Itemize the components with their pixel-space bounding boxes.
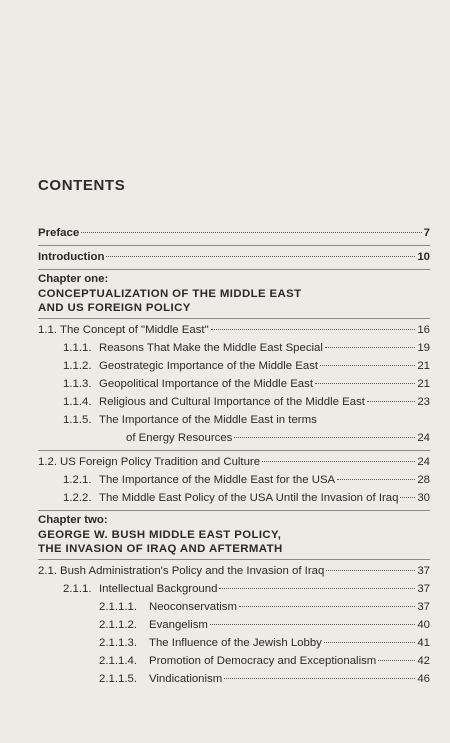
dot-leader <box>367 401 415 402</box>
divider <box>38 318 430 319</box>
contents-heading: CONTENTS <box>38 177 126 194</box>
toc-entry-number: 1.1.1. <box>63 342 92 354</box>
toc-entry-page: 37 <box>417 601 430 613</box>
toc-entry-page: 24 <box>417 432 430 444</box>
dot-leader <box>337 479 415 480</box>
dot-leader <box>106 256 415 257</box>
toc-entry-title: The Concept of "Middle East" <box>60 324 209 336</box>
dot-leader <box>224 678 415 679</box>
toc-entry-page: 19 <box>417 342 430 354</box>
toc-entry-2-1-1-1 <box>38 598 430 616</box>
divider <box>38 450 430 451</box>
chapter-two-title-line-1: GEORGE W. BUSH MIDDLE EAST POLICY, <box>38 529 282 541</box>
toc-entry-title: The Importance of the Middle East for the USA <box>99 474 336 486</box>
dot-leader <box>378 660 415 661</box>
toc-entry-preface <box>38 224 430 242</box>
toc-entry-page: 24 <box>417 456 430 468</box>
toc-entry-title: Vindicationism <box>149 673 223 685</box>
dot-leader <box>219 588 415 589</box>
toc-entry-number: 1.1.3. <box>63 378 92 390</box>
toc-entry-page: 21 <box>417 378 430 390</box>
toc-entry-2-1-1-4 <box>38 652 430 670</box>
toc-entry-number: 1.2.2. <box>63 492 92 504</box>
dot-leader <box>320 365 415 366</box>
dot-leader <box>239 606 415 607</box>
toc-entry-page: 37 <box>417 565 430 577</box>
toc-entry-introduction <box>38 248 430 266</box>
table-of-contents <box>38 224 430 688</box>
toc-entry-1-1-1 <box>38 339 430 357</box>
toc-entry-page: 10 <box>417 251 430 263</box>
toc-entry-1-2-1 <box>38 471 430 489</box>
toc-entry-2-1-1 <box>38 580 430 598</box>
divider <box>38 559 430 560</box>
dot-leader <box>262 461 415 462</box>
toc-entry-number: 2.1.1.5. <box>99 673 137 685</box>
toc-entry-number: 2.1.1.2. <box>99 619 137 631</box>
chapter-one-label: Chapter one: <box>38 273 109 285</box>
dot-leader <box>210 624 415 625</box>
toc-entry-2-1-1-3 <box>38 634 430 652</box>
toc-entry-title: Preface <box>38 227 80 239</box>
toc-entry-page: 40 <box>417 619 430 631</box>
toc-entry-page: 42 <box>417 655 430 667</box>
toc-entry-1-1-2 <box>38 357 430 375</box>
divider <box>38 269 430 270</box>
toc-entry-page: 28 <box>417 474 430 486</box>
chapter-one-title-line-1: CONCEPTUALIZATION OF THE MIDDLE EAST <box>38 288 302 300</box>
toc-entry-title: Geopolitical Importance of the Middle East <box>99 378 314 390</box>
toc-entry-title: Evangelism <box>149 619 208 631</box>
toc-entry-2-1 <box>38 562 430 580</box>
dot-leader <box>315 383 415 384</box>
dot-leader <box>234 437 415 438</box>
dot-leader <box>324 642 415 643</box>
toc-entry-2-1-1-5 <box>38 670 430 688</box>
toc-entry-title-line-1: The Importance of the Middle East in terms <box>99 414 317 426</box>
divider <box>38 245 430 246</box>
toc-entry-2-1-1-2 <box>38 616 430 634</box>
toc-entry-1-1-5 <box>38 411 430 429</box>
toc-entry-number: 1.2.1. <box>63 474 92 486</box>
toc-entry-1-1-4 <box>38 393 430 411</box>
dot-leader <box>81 232 421 233</box>
toc-entry-number: 2.1.1.4. <box>99 655 137 667</box>
toc-entry-page: 46 <box>417 673 430 685</box>
chapter-two-title-line-2: THE INVASION OF IRAQ AND AFTERMATH <box>38 543 283 555</box>
toc-entry-title: Introduction <box>38 251 105 263</box>
toc-entry-title: US Foreign Policy Tradition and Culture <box>60 456 261 468</box>
dot-leader <box>325 347 415 348</box>
toc-entry-title: The Influence of the Jewish Lobby <box>149 637 322 649</box>
toc-entry-1-2 <box>38 453 430 471</box>
toc-entry-page: 37 <box>417 583 430 595</box>
toc-entry-1-1-3 <box>38 375 430 393</box>
toc-entry-page: 7 <box>423 227 430 239</box>
toc-entry-1-1 <box>38 321 430 339</box>
toc-entry-number: 1.1.4. <box>63 396 92 408</box>
toc-entry-title: Reasons That Make the Middle East Special <box>99 342 323 354</box>
toc-entry-title: Bush Administration's Policy and the Invasion of Iraq <box>60 565 325 577</box>
toc-entry-number: 1.1.2. <box>63 360 92 372</box>
toc-entry-1-1-5-continued <box>38 429 430 447</box>
dot-leader <box>211 329 416 330</box>
toc-entry-number: 1.1.5. <box>63 414 92 426</box>
toc-entry-number: 2.1.1.3. <box>99 637 137 649</box>
toc-entry-number: 2.1. <box>38 565 57 577</box>
toc-entry-page: 21 <box>417 360 430 372</box>
toc-entry-number: 2.1.1.1. <box>99 601 137 613</box>
toc-entry-title: Geostrategic Importance of the Middle East <box>99 360 319 372</box>
toc-entry-title: Promotion of Democracy and Exceptionalism <box>149 655 377 667</box>
toc-entry-number: 1.2. <box>38 456 57 468</box>
toc-entry-title: The Middle East Policy of the USA Until the Invasion of Iraq <box>99 492 399 504</box>
chapter-two-label: Chapter two: <box>38 514 108 526</box>
toc-entry-page: 16 <box>417 324 430 336</box>
toc-entry-number: 1.1. <box>38 324 57 336</box>
toc-entry-number: 2.1.1. <box>63 583 92 595</box>
toc-entry-1-2-2 <box>38 489 430 507</box>
toc-entry-page: 30 <box>417 492 430 504</box>
toc-entry-title: Neoconservatism <box>149 601 237 613</box>
chapter-one-title-line-2: AND US FOREIGN POLICY <box>38 302 191 314</box>
dot-leader <box>326 570 415 571</box>
toc-entry-title: Intellectual Background <box>99 583 218 595</box>
divider <box>38 510 430 511</box>
toc-entry-title: Religious and Cultural Importance of the Middle East <box>99 396 365 408</box>
toc-entry-page: 23 <box>417 396 430 408</box>
toc-entry-title-line-2: of Energy Resources <box>126 432 233 444</box>
dot-leader <box>400 497 415 498</box>
toc-entry-page: 41 <box>417 637 430 649</box>
